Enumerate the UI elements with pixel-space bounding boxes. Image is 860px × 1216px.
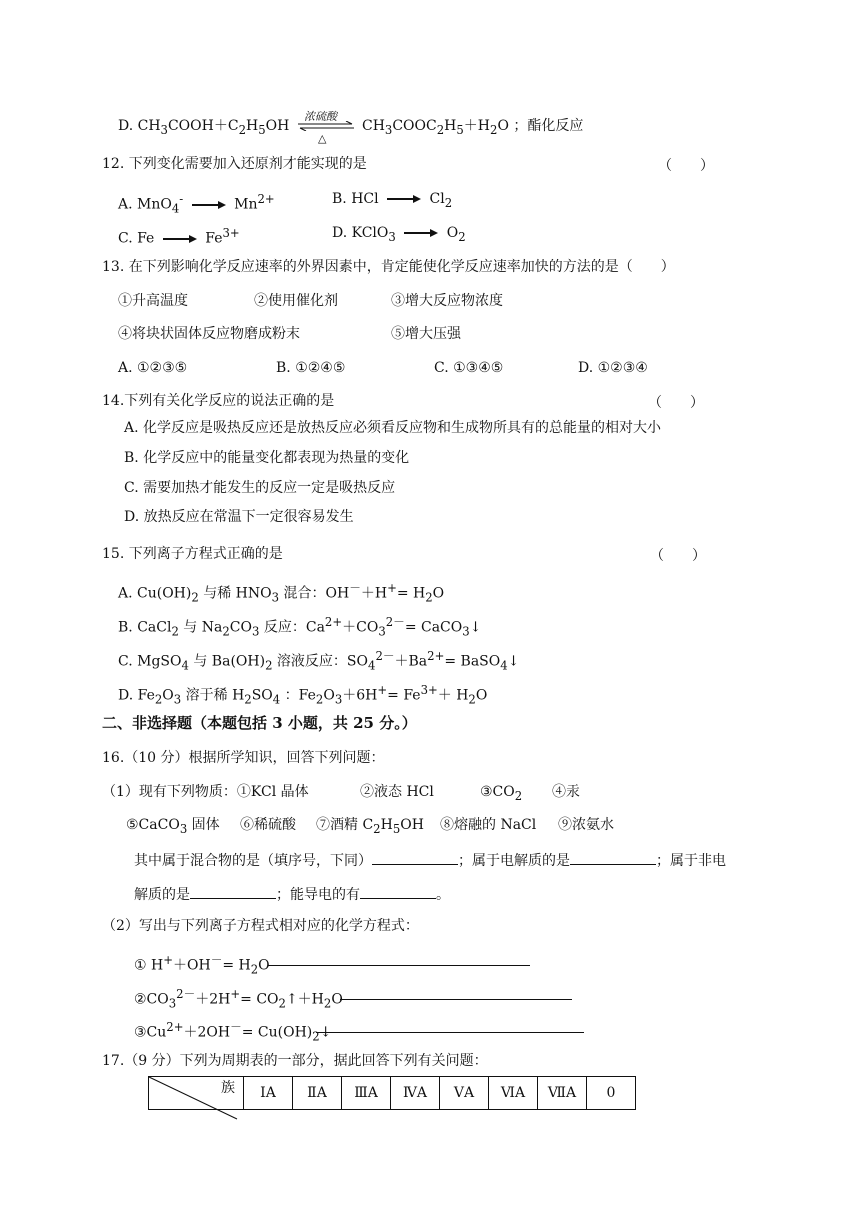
q14-option-b: B. 化学反应中的能量变化都表现为热量的变化 [124,450,410,466]
answer-blank-conductors[interactable] [360,884,436,899]
group-cell-1: ⅠA [244,1077,293,1110]
group-header-row [149,1077,636,1110]
q14-stem: 14.下列有关化学反应的说法正确的是 [102,393,335,409]
group-cell-3: ⅢA [342,1077,391,1110]
q16-equation-1: ① $H^++OH^-= H_2O$ [134,953,270,977]
q11-option-d-products: $CH_3COOC_2H_5+H_2O$ ；酯化反应 [362,118,584,137]
group-cell-5: ⅤA [440,1077,489,1110]
right-arrow-icon [163,235,197,243]
q16-part1-materials-1: （1）现有下列物质：①KCl 晶体 [102,784,309,800]
q16-material-4: ④汞 [552,784,580,800]
q15-answer-paren: （ ） [650,548,706,564]
q16-material-8: ⑧熔融的 NaCl [440,817,537,833]
q13-option-b: B. ①②④⑤ [276,360,346,376]
q15-option-a: A. $Cu(OH)_2$ 与稀 $HNO_3$ 混合：$OH^-+H^+= H_2O$ [118,581,445,605]
q14-option-c: C. 需要加热才能发生的反应一定是吸热反应 [124,480,396,496]
q17-stem: 17.（9 分）下列为周期表的一部分，据此回答下列有关问题： [102,1053,488,1069]
answer-line-equation-2[interactable] [340,985,572,1000]
q14-answer-paren: （ ） [648,395,704,411]
q16-material-7: ⑦酒精 $C_2H_5OH$ [316,817,424,836]
q13-stem: 13. 在下列影响化学反应速率的外界因素中，肯定能使化学反应速率加快的方法的是（ ） [102,259,675,275]
group-cell-2: ⅡA [293,1077,342,1110]
q11-option-d: D. $CH_3COOH+C_2H_5OH$ [118,118,290,137]
answer-blank-mixtures[interactable] [372,850,458,865]
q16-equation-3: $③Cu^{2+}+2OH^-=$ $Cu(OH)_2↓$ [134,1020,332,1044]
group-cell-8: 0 [587,1077,636,1110]
periodic-table-header [148,1076,636,1110]
q15-option-b: B. CaCl$_2$ 与 $Na_2CO_3$ 反应：$Ca^{2+}+CO_3^{2-}=$ CaCO$_3$↓ [118,615,482,639]
q16-material-3: $③CO_2$ [480,784,523,803]
q12-option-a: A. MnO$_4$- $Mn^{2+}$ [118,192,275,216]
q13-option-d: D. ①②③④ [578,360,648,376]
answer-line-equation-1[interactable] [268,951,530,966]
q13-option-a: A. ①②③⑤ [118,360,188,376]
q13-factor-2: ②使用催化剂 [254,293,338,309]
q16-stem: 16.（10 分）根据所学知识，回答下列问题： [102,750,385,766]
q13-option-c: C. ①③④⑤ [434,360,504,376]
q13-factor-4: ④将块状固体反应物磨成粉末 [118,326,300,342]
q13-factor-1: ①升高温度 [118,293,188,309]
group-corner-label: 族 [221,1080,235,1096]
equilibrium-arrow-icon [296,121,356,131]
q16-question-line-2: 解质的是 ；能导电的有 。 [134,884,450,904]
corner-cell [149,1077,244,1110]
arrow-condition-top: 浓硫酸 [304,110,337,123]
q16-part2-label: （2）写出与下列离子方程式相对应的化学方程式： [102,918,419,934]
q12-option-c: C. Fe $Fe^{3+}$ [118,226,240,247]
q16-equation-2: $②CO_3^{2-}+2H^+=$ $CO_2↑+H_2O$ [134,987,343,1011]
q14-option-d: D. 放热反应在常温下一定很容易发生 [124,509,354,525]
q16-material-9: ⑨浓氨水 [558,817,614,833]
q16-question-line-1: 其中属于混合物的是（填序号，下同） ；属于电解质的是 ；属于非电 [134,850,726,870]
answer-blank-electrolytes[interactable] [570,850,656,865]
q15-option-c: C. MgSO$_4$ 与 $Ba(OH)_2$ 溶液反应：$SO_4^{2-}+Ba^{2+}=$ BaSO$_4$↓ [118,649,520,673]
q13-factor-5: ⑤增大压强 [391,326,461,342]
right-arrow-icon [192,201,226,209]
reversible-arrow [296,108,356,148]
answer-line-equation-3[interactable] [316,1018,584,1033]
q15-option-d: D. $Fe_2O_3$ 溶于稀 $H_2SO_4$ ：$Fe_2O_3+6H^+= Fe^{3+}+ H_2O$ [118,683,488,707]
diagonal-line-icon [149,1077,241,1119]
q13-factor-3: ③增大反应物浓度 [391,293,503,309]
group-cell-7: ⅦA [538,1077,587,1110]
q16-material-5: ⑤CaCO$_3$ 固体 [126,817,220,836]
group-cell-4: ⅣA [391,1077,440,1110]
arrow-condition-bottom: △ [318,132,327,145]
q12-option-b: B. HCl $Cl_2$ [332,191,453,210]
right-arrow-icon [404,229,438,237]
answer-blank-nonelectrolytes[interactable] [190,884,276,899]
q12-answer-paren: （ ） [658,158,714,174]
q12-stem: 12. 下列变化需要加入还原剂才能实现的是 [102,156,367,172]
q16-material-6: ⑥稀硫酸 [240,817,296,833]
q14-option-a: A. 化学反应是吸热反应还是放热反应必须看反应物和生成物所具有的总能量的相对大小 [124,420,662,436]
q12-option-d: D. KClO$_3$ $O_2$ [332,225,466,244]
q16-material-2: ②液态 HCl [360,784,434,800]
q15-stem: 15. 下列离子方程式正确的是 [102,546,283,562]
section-heading: 二、非选择题（本题包括 3 小题，共 25 分。） [102,714,417,732]
right-arrow-icon [387,195,421,203]
group-cell-6: ⅥA [489,1077,538,1110]
